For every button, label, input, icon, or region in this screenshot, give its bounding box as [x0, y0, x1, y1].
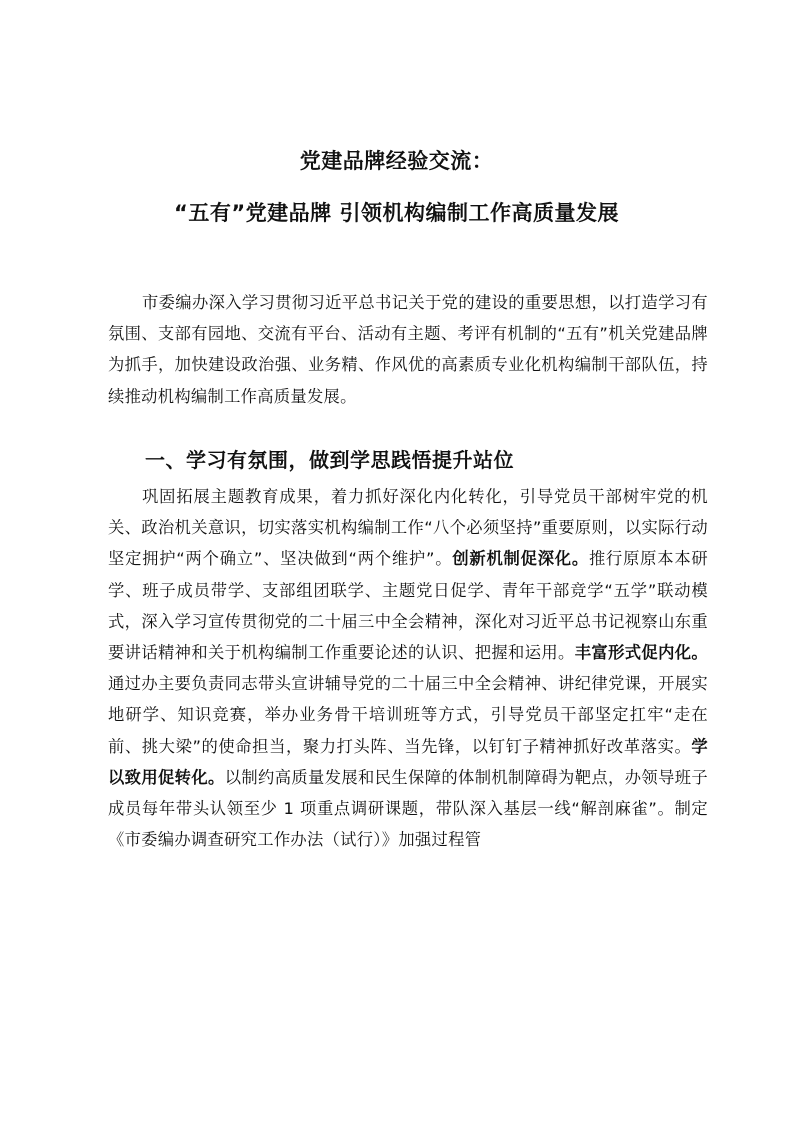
section-heading-1: 一、学习有氛围，做到学思践悟提升站位	[145, 448, 514, 472]
document-title-line-1: 党建品牌经验交流：	[299, 149, 494, 173]
paragraph-text-segment: 巩固拓展主题教育成果，着力抓好深化内化转化，引导党员干部树牢党的机关、政治机关意识，切实落实机构编制工作“八个必须坚持”重要原则，以实际行动坚定拥护“两个确立”、坚决做到“两个维护”。	[108, 487, 708, 569]
paragraph-text-segment: 推行原原本本研学、班子成员带学、支部组团联学、主题党日促学、青年干部竞学“五学”联动模式，深入学习宣传贯彻党的二十届三中全会精神，深化对习近平总书记视察山东重要讲话精神和关于机构编制工作重要论述的认识、把握和运用。	[108, 549, 708, 663]
bold-lead-phrase: 丰富形式促内化。	[574, 643, 708, 663]
intro-paragraph: 市委编办深入学习贯彻习近平总书记关于党的建设的重要思想，以打造学习有氛围、支部有园地、交流有平台、活动有主题、考评有机制的“五有”机关党建品牌为抓手，加快建设政治强、业务精、作风优的高素质专业化机构编制干部队伍，持续推动机构编制工作高质量发展。	[108, 293, 708, 406]
bold-lead-phrase: 创新机制促深化。	[452, 549, 589, 569]
paragraph-text-segment: 以制约高质量发展和民生保障的体制机制障碍为靶点，办领导班子成员每年带头认领至少 1 项重点调研课题，带队深入基层一线“解剖麻雀”。制定《市委编办调查研究工作办法（试行）》加强过程管	[108, 767, 708, 850]
document-title-line-2: “五有”党建品牌 引领机构编制工作高质量发展	[174, 201, 619, 225]
paragraph-text-segment: 通过办主要负责同志带头宣讲辅导党的二十届三中全会精神、讲纪律党课，开展实地研学、知识竞赛，举办业务骨干培训班等方式，引导党员干部坚定扛牢“走在前、挑大梁”的使命担当，聚力打头阵、当先锋，以钉钉子精神抓好改革落实。	[108, 674, 708, 756]
section-1-paragraph	[108, 481, 708, 855]
bold-lead-phrase: 学以致用促转化。	[108, 736, 708, 787]
